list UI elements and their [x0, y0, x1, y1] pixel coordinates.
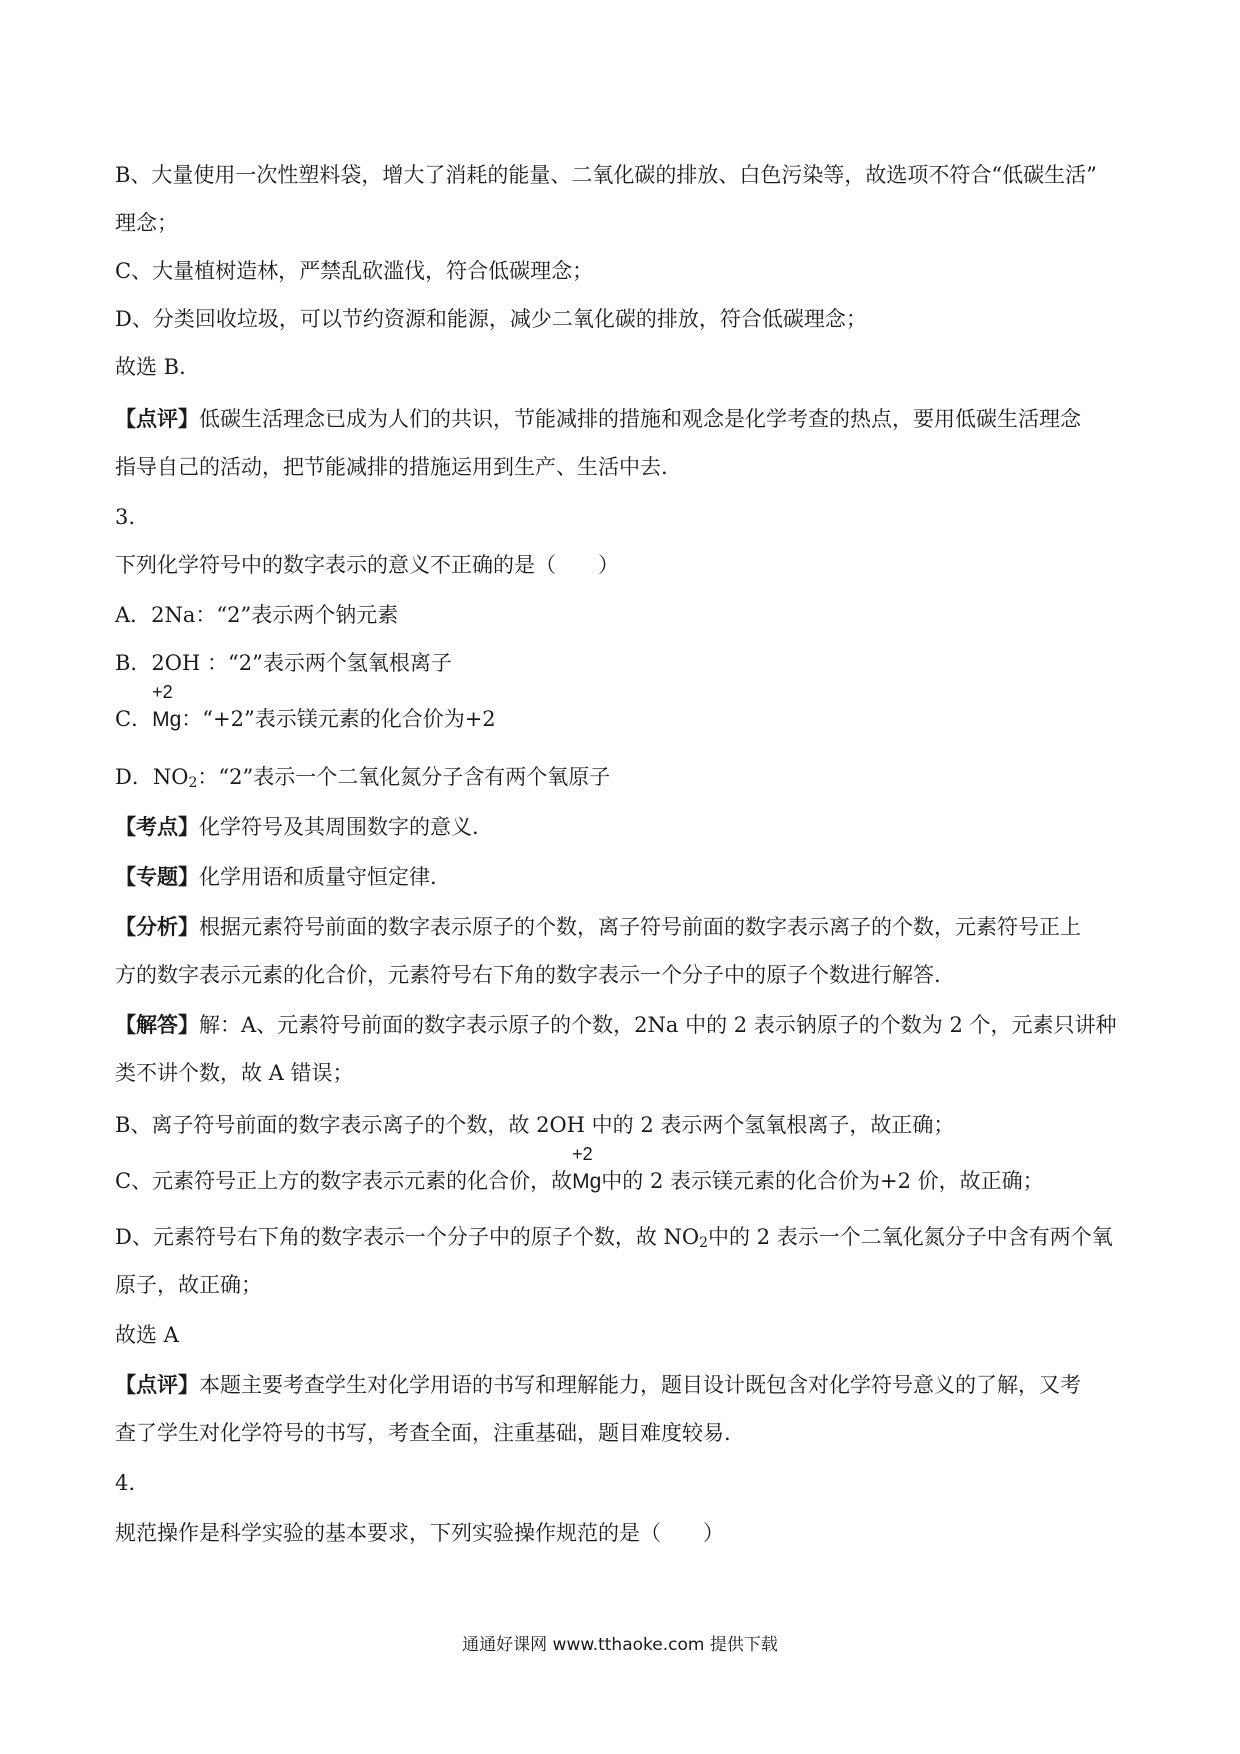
- page-footer: 通通好课网 www.tthaoke.com 提供下载: [462, 1635, 778, 1655]
- no2-subscript: 2: [188, 775, 198, 791]
- zhuanti-tag: 【专题】: [115, 864, 199, 889]
- q3-option-c-prefix: C．: [115, 707, 153, 731]
- q2-review-line2: 指导自己的活动，把节能减排的措施运用到生产、生活中去.: [115, 455, 668, 479]
- q3-answer-d-line2: 原子，故正确；: [115, 1273, 262, 1297]
- q3-option-d-text: ：“2”表示一个二氧化氮分子含有两个氧原子: [197, 765, 611, 789]
- q2-answer: 故选 B.: [115, 355, 186, 379]
- q2-option-d: D、分类回收垃圾，可以节约资源和能源，减少二氧化碳的排放，符合低碳理念；: [115, 307, 867, 331]
- q3-kaodian: [115, 812, 1135, 842]
- q2-review-tag: 【点评】: [115, 406, 199, 431]
- answer-d-text: 中的 2 表示一个二氧化氮分子中含有两个氧: [708, 1225, 1113, 1249]
- q3-option-a: A．2Na：“2”表示两个钠元素: [115, 603, 399, 627]
- answer-c-text: 中的 2 表示镁元素的化合价为+2 价，故正确；: [601, 1169, 1044, 1193]
- mg-valence-symbol-answer: [572, 1144, 602, 1197]
- q4-number: 4.: [115, 1471, 136, 1495]
- q3-fenxi-line2: 方的数字表示元素的化合价，元素符号右下角的数字表示一个分子中的原子个数进行解答.: [115, 963, 941, 987]
- mg-symbol-answer: Mg: [572, 1170, 602, 1193]
- q3-option-c: [115, 682, 1135, 735]
- jieda-tag: 【解答】: [115, 1012, 199, 1037]
- valence-superscript: +2: [152, 682, 173, 702]
- answer-c-prefix: C、元素符号正上方的数字表示元素的化合价，故: [115, 1169, 573, 1193]
- q2-option-c: C、大量植树造林，严禁乱砍滥伐，符合低碳理念；: [115, 259, 594, 283]
- q3-zhuanti: [115, 862, 1135, 892]
- mg-symbol: Mg: [152, 708, 182, 731]
- q3-review-tag: 【点评】: [115, 1372, 199, 1397]
- q4-stem: 规范操作是科学实验的基本要求，下列实验操作规范的是（ ）: [115, 1521, 724, 1545]
- q3-fenxi-line1: [115, 912, 1135, 942]
- q3-answer-d-line1: [115, 1222, 1135, 1258]
- q3-answer-b: B、离子符号前面的数字表示离子的个数，故 2OH 中的 2 表示两个氢氧根离子，故正确；: [115, 1113, 955, 1137]
- q3-jieda-line2: 类不讲个数，故 A 错误；: [115, 1061, 354, 1085]
- q3-number: 3.: [115, 505, 136, 529]
- jieda-text: 解：A、元素符号前面的数字表示原子的个数，2Na 中的 2 表示钠原子的个数为 2 个，元素只讲种: [199, 1013, 1117, 1037]
- fenxi-tag: 【分析】: [115, 914, 199, 939]
- q3-option-d-prefix: D．NO: [115, 765, 189, 789]
- q3-option-d: [115, 762, 1135, 798]
- q3-review-line1: [115, 1370, 1135, 1400]
- answer-d-prefix: D、元素符号右下角的数字表示一个分子中的原子个数，故 NO: [115, 1225, 700, 1249]
- q3-stem: 下列化学符号中的数字表示的意义不正确的是（ ）: [115, 553, 619, 577]
- kaodian-text: 化学符号及其周围数字的意义.: [199, 815, 479, 839]
- q3-answer: 故选 A: [115, 1323, 179, 1347]
- q3-answer-c: [115, 1144, 1135, 1197]
- q2-option-b-line2: 理念；: [115, 211, 178, 235]
- valence-superscript-answer: +2: [572, 1144, 593, 1164]
- q3-review-text: 本题主要考查学生对化学用语的书写和理解能力，题目设计既包含对化学符号意义的了解，又考: [199, 1373, 1081, 1397]
- q2-option-b-line1: B、大量使用一次性塑料袋，增大了消耗的能量、二氧化碳的排放、白色污染等，故选项不符合“低碳生活”: [115, 163, 1097, 187]
- zhuanti-text: 化学用语和质量守恒定律.: [199, 865, 437, 889]
- q3-option-b: B．2OH ：“2”表示两个氢氧根离子: [115, 651, 452, 675]
- q2-review-text: 低碳生活理念已成为人们的共识，节能减排的措施和观念是化学考查的热点，要用低碳生活理念: [199, 407, 1081, 431]
- no2-subscript-answer: 2: [699, 1235, 709, 1251]
- q3-review-line2: 查了学生对化学符号的书写，考查全面，注重基础，题目难度较易.: [115, 1421, 731, 1445]
- q3-option-c-text: ：“+2”表示镁元素的化合价为+2: [181, 707, 496, 731]
- fenxi-text: 根据元素符号前面的数字表示原子的个数，离子符号前面的数字表示离子的个数，元素符号正上: [199, 915, 1081, 939]
- mg-valence-symbol: [152, 682, 182, 735]
- kaodian-tag: 【考点】: [115, 814, 199, 839]
- q3-jieda-line1: [115, 1010, 1135, 1040]
- q2-review-line1: [115, 404, 1135, 434]
